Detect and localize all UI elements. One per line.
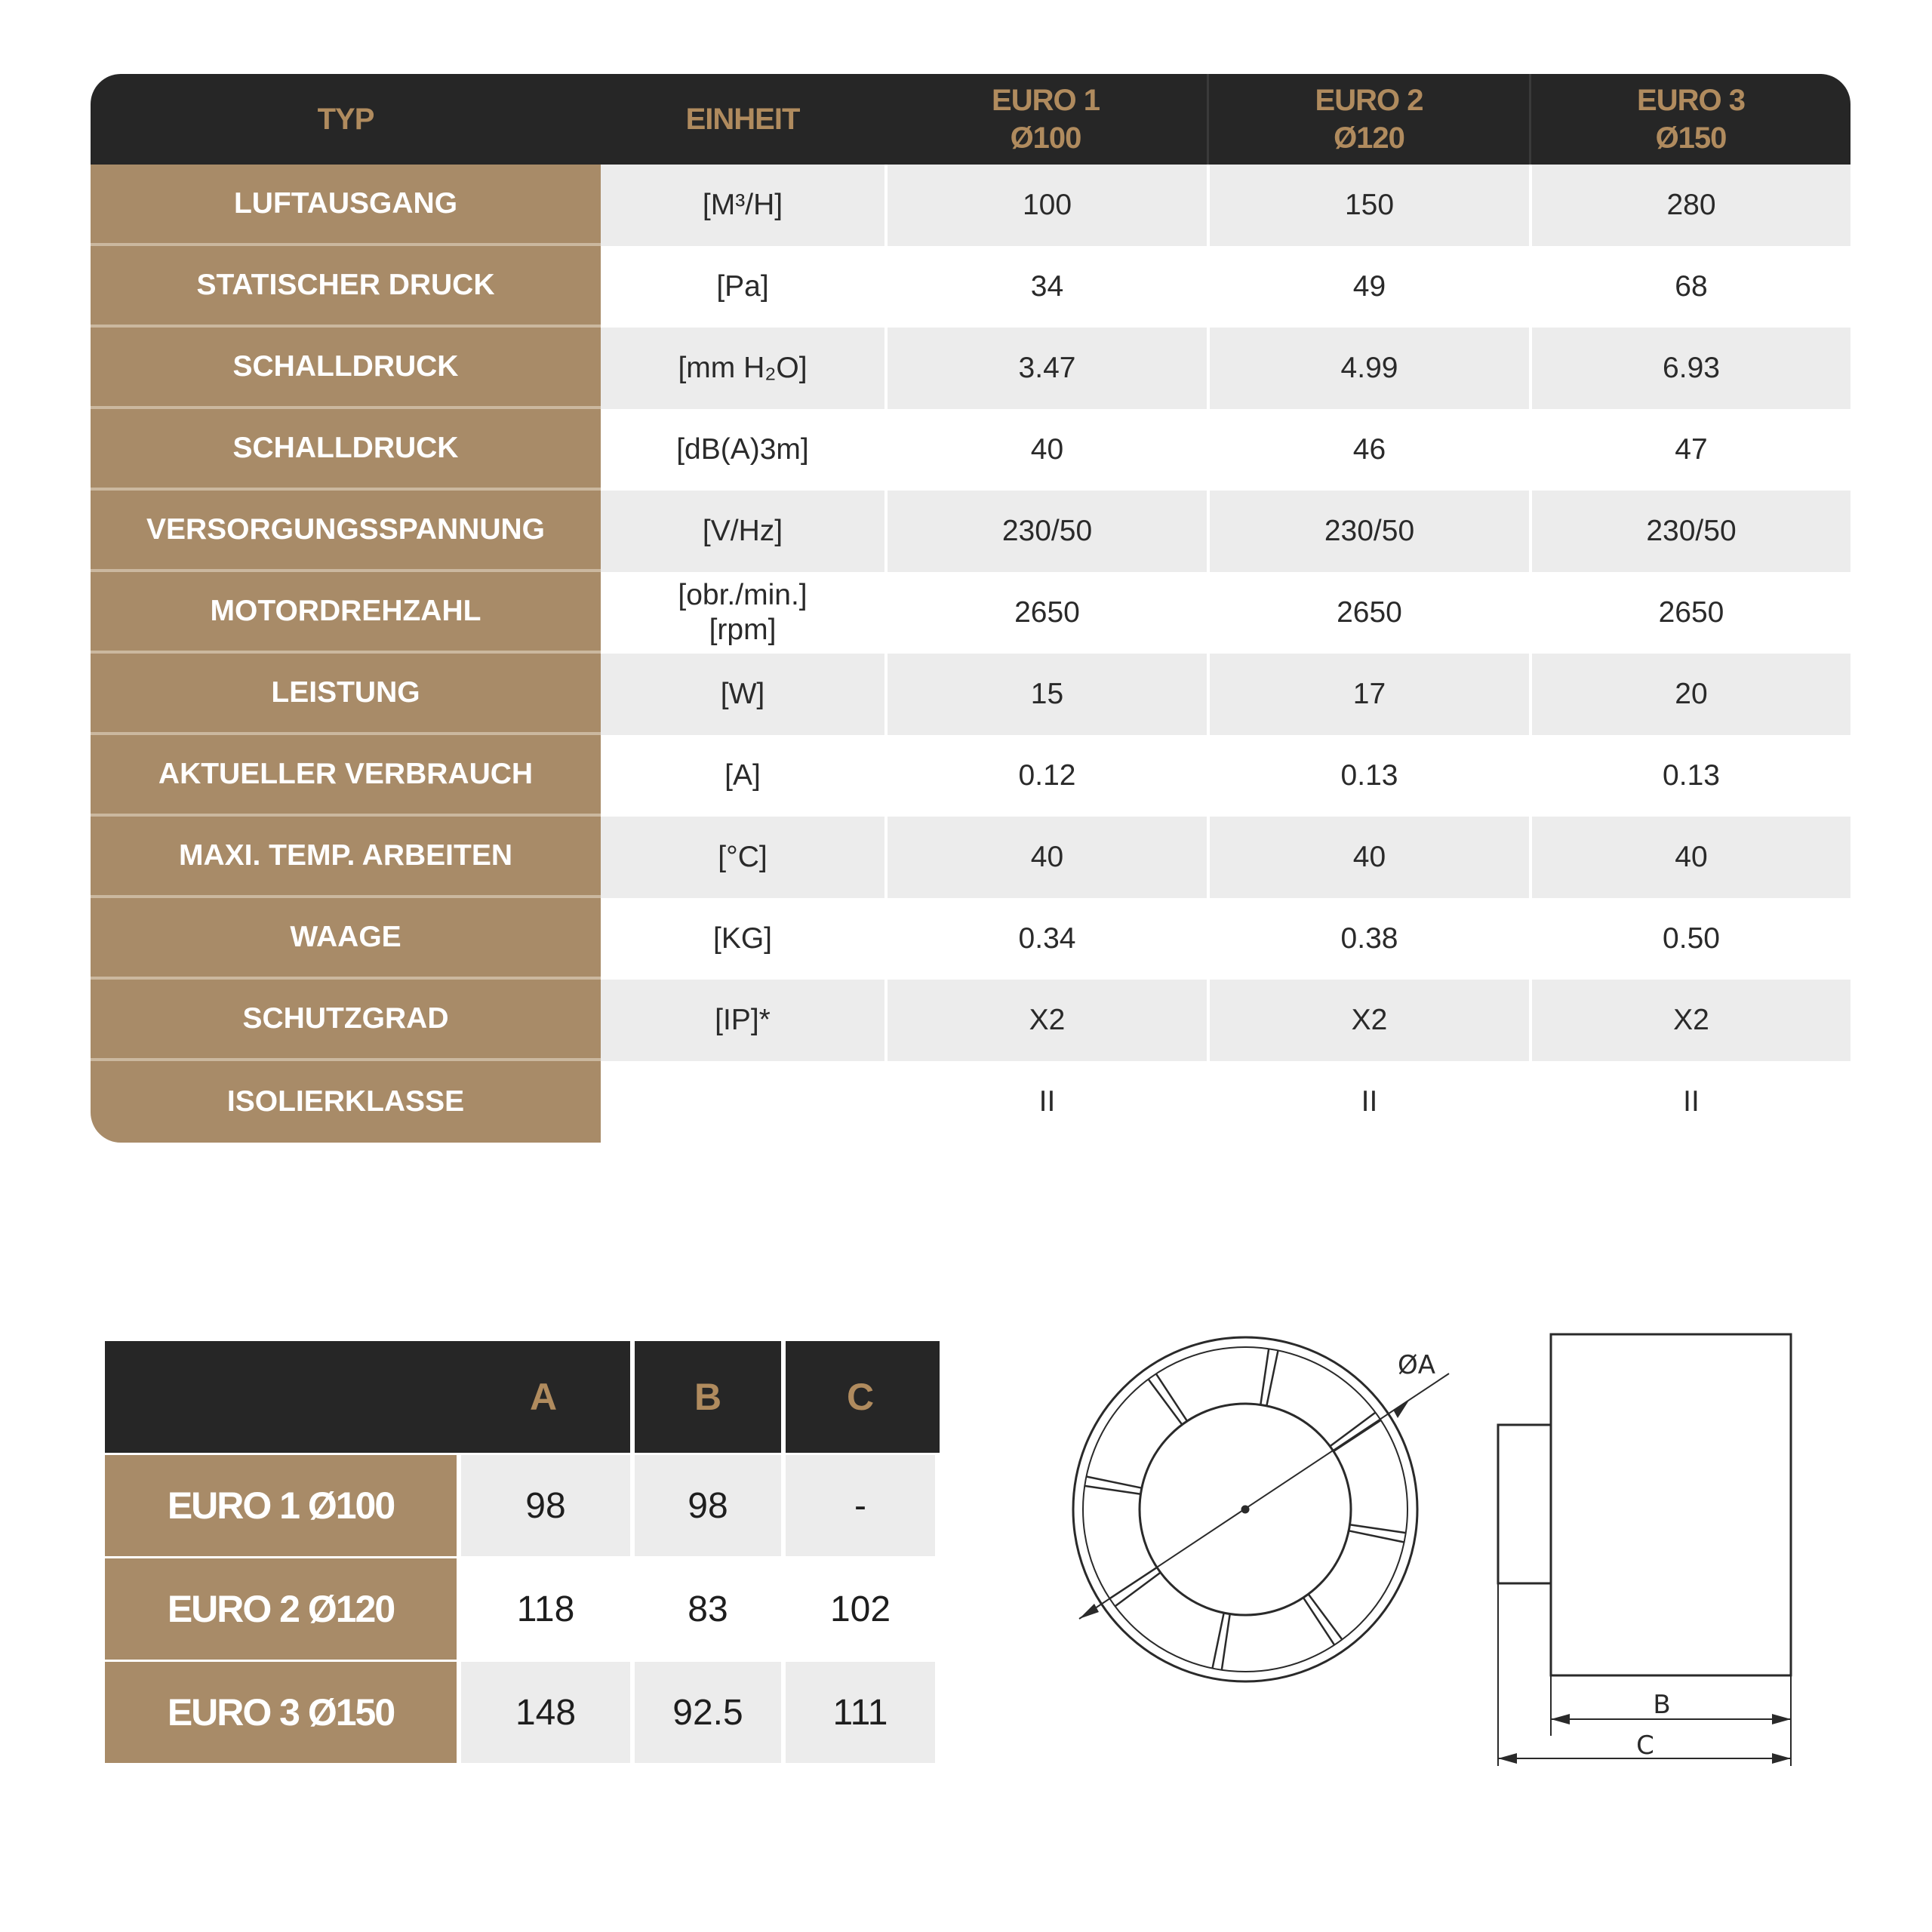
dimension-header-row — [105, 1341, 940, 1453]
spec-row-unit: [obr./min.] [rpm] — [601, 572, 884, 654]
spec-row-value: 4.99 — [1207, 328, 1529, 409]
dimension-body — [105, 1455, 940, 1763]
spec-row-value: X2 — [1529, 980, 1850, 1061]
spec-row-value: 0.12 — [884, 735, 1207, 817]
header-model-3 — [1529, 74, 1850, 165]
spec-row-unit: [A] — [601, 735, 884, 817]
dimension-header-a: A — [529, 1376, 558, 1418]
dimension-row — [105, 1662, 940, 1763]
spec-row-value: 17 — [1207, 654, 1529, 735]
spec-row-value: 20 — [1529, 654, 1850, 735]
spec-row — [91, 1061, 1850, 1143]
dimension-row — [105, 1558, 940, 1660]
diameter-arrow-2 — [1393, 1399, 1410, 1418]
dimension-value-b: 83 — [630, 1558, 781, 1660]
spec-row — [91, 409, 1850, 491]
spec-row-label: MAXI. TEMP. ARBEITEN — [91, 817, 601, 898]
spec-row-label: AKTUELLER VERBRAUCH — [91, 735, 601, 817]
spec-row-unit — [601, 1061, 884, 1143]
header-model-1 — [884, 74, 1207, 165]
spec-row-value: 40 — [1207, 817, 1529, 898]
spec-row-label: WAAGE — [91, 898, 601, 980]
spec-row — [91, 491, 1850, 572]
spec-row-label: VERSORGUNGSSPANNUNG — [91, 491, 601, 572]
spec-row — [91, 328, 1850, 409]
header-model-2-diameter: Ø120 — [1334, 122, 1404, 155]
spec-row-value: 3.47 — [884, 328, 1207, 409]
spec-row-label: LEISTUNG — [91, 654, 601, 735]
spec-row-unit: [Pa] — [601, 246, 884, 328]
spec-row — [91, 980, 1850, 1061]
spec-row — [91, 654, 1850, 735]
dimension-value-a: 148 — [457, 1662, 630, 1763]
side-body — [1551, 1334, 1791, 1675]
label-c: C — [1636, 1730, 1654, 1761]
spec-row-value: 0.13 — [1529, 735, 1850, 817]
spec-row-label: SCHALLDRUCK — [91, 328, 601, 409]
spec-row-value: II — [884, 1061, 1207, 1143]
drawing-svg — [1049, 1313, 1811, 1781]
dimension-row-model: EURO 2 Ø120 — [105, 1558, 457, 1660]
spec-table — [91, 74, 1850, 1143]
dimension-header-b: B — [630, 1341, 781, 1453]
spec-row-value: 0.38 — [1207, 898, 1529, 980]
spec-row-value: 0.34 — [884, 898, 1207, 980]
header-model-2 — [1207, 74, 1529, 165]
spec-row-label: ISOLIERKLASSE — [91, 1061, 601, 1143]
spec-row-label: SCHALLDRUCK — [91, 409, 601, 491]
spec-row-value: 100 — [884, 165, 1207, 246]
dimension-table — [105, 1341, 940, 1763]
spec-row-label: LUFTAUSGANG — [91, 165, 601, 246]
spec-row-value: 2650 — [1529, 572, 1850, 654]
spec-row-unit: [M³/H] — [601, 165, 884, 246]
spec-row-value: 2650 — [884, 572, 1207, 654]
spec-row-value: 230/50 — [884, 491, 1207, 572]
spec-row-value: 47 — [1529, 409, 1850, 491]
spec-row-value: II — [1207, 1061, 1529, 1143]
spec-row-unit: [KG] — [601, 898, 884, 980]
spoke-line — [1349, 1531, 1404, 1542]
header-einheit: EINHEIT — [685, 103, 800, 136]
spec-row-value: 49 — [1207, 246, 1529, 328]
spec-row-value: X2 — [884, 980, 1207, 1061]
header-model-3-diameter: Ø150 — [1655, 122, 1727, 155]
header-typ: TYP — [317, 103, 374, 136]
dimension-value-c: - — [781, 1455, 935, 1556]
spoke-line — [1266, 1350, 1278, 1405]
dimension-header-blank — [105, 1341, 457, 1453]
side-collar — [1498, 1425, 1551, 1583]
spec-row-value: X2 — [1207, 980, 1529, 1061]
spec-row-label: MOTORDREHZAHL — [91, 572, 601, 654]
spec-row-value: 6.93 — [1529, 328, 1850, 409]
spec-row-value: 2650 — [1207, 572, 1529, 654]
spec-row-value: 0.50 — [1529, 898, 1850, 980]
spoke-line — [1222, 1614, 1230, 1670]
spec-row-unit: [IP]* — [601, 980, 884, 1061]
spec-row-unit: [dB(A)3m] — [601, 409, 884, 491]
spec-row-value: 15 — [884, 654, 1207, 735]
center-dot — [1242, 1506, 1248, 1512]
spec-row — [91, 898, 1850, 980]
spec-row-value: 230/50 — [1529, 491, 1850, 572]
spoke-line — [1213, 1613, 1224, 1668]
spec-row-value: 0.13 — [1207, 735, 1529, 817]
header-model-1-name: EURO 1 — [992, 84, 1100, 117]
dimension-value-a: 98 — [457, 1455, 630, 1556]
spec-row-value: 34 — [884, 246, 1207, 328]
technical-drawing — [1049, 1313, 1811, 1781]
spoke-line — [1350, 1524, 1406, 1533]
spec-row-value: II — [1529, 1061, 1850, 1143]
dimension-row-model: EURO 1 Ø100 — [105, 1455, 457, 1556]
spec-row-label: SCHUTZGRAD — [91, 980, 601, 1061]
dimension-value-c: 111 — [781, 1662, 935, 1763]
spoke-line — [1086, 1477, 1141, 1488]
dimension-row — [105, 1455, 940, 1556]
spec-row-value: 68 — [1529, 246, 1850, 328]
spec-row — [91, 572, 1850, 654]
spec-header-row — [91, 74, 1850, 165]
dimension-header-c: C — [781, 1341, 935, 1453]
dimension-value-a: 118 — [457, 1558, 630, 1660]
spec-row-unit: [W] — [601, 654, 884, 735]
header-model-1-diameter: Ø100 — [1010, 122, 1081, 155]
spoke-line — [1260, 1349, 1269, 1404]
spec-row — [91, 165, 1850, 246]
spec-body — [91, 165, 1850, 1143]
dimension-row-model: EURO 3 Ø150 — [105, 1662, 457, 1763]
dimension-value-b: 92.5 — [630, 1662, 781, 1763]
diameter-arrow-1 — [1079, 1604, 1099, 1619]
spec-row — [91, 246, 1850, 328]
header-model-3-name: EURO 3 — [1637, 84, 1745, 117]
spoke-line — [1084, 1486, 1140, 1494]
label-b: B — [1653, 1690, 1671, 1720]
spec-row-label: STATISCHER DRUCK — [91, 246, 601, 328]
spec-row-value: 280 — [1529, 165, 1850, 246]
dimension-value-b: 98 — [630, 1455, 781, 1556]
spec-row — [91, 817, 1850, 898]
spec-row — [91, 735, 1850, 817]
spec-row-value: 40 — [884, 409, 1207, 491]
spec-row-value: 40 — [884, 817, 1207, 898]
spec-row-unit: [V/Hz] — [601, 491, 884, 572]
spec-row-unit: [°C] — [601, 817, 884, 898]
spec-row-value: 230/50 — [1207, 491, 1529, 572]
spec-row-value: 40 — [1529, 817, 1850, 898]
label-diameter: ØA — [1398, 1350, 1436, 1380]
header-model-2-name: EURO 2 — [1315, 84, 1423, 117]
spec-row-value: 46 — [1207, 409, 1529, 491]
spec-row-unit: [mm H₂O] — [601, 328, 884, 409]
spec-row-value: 150 — [1207, 165, 1529, 246]
dimension-value-c: 102 — [781, 1558, 935, 1660]
